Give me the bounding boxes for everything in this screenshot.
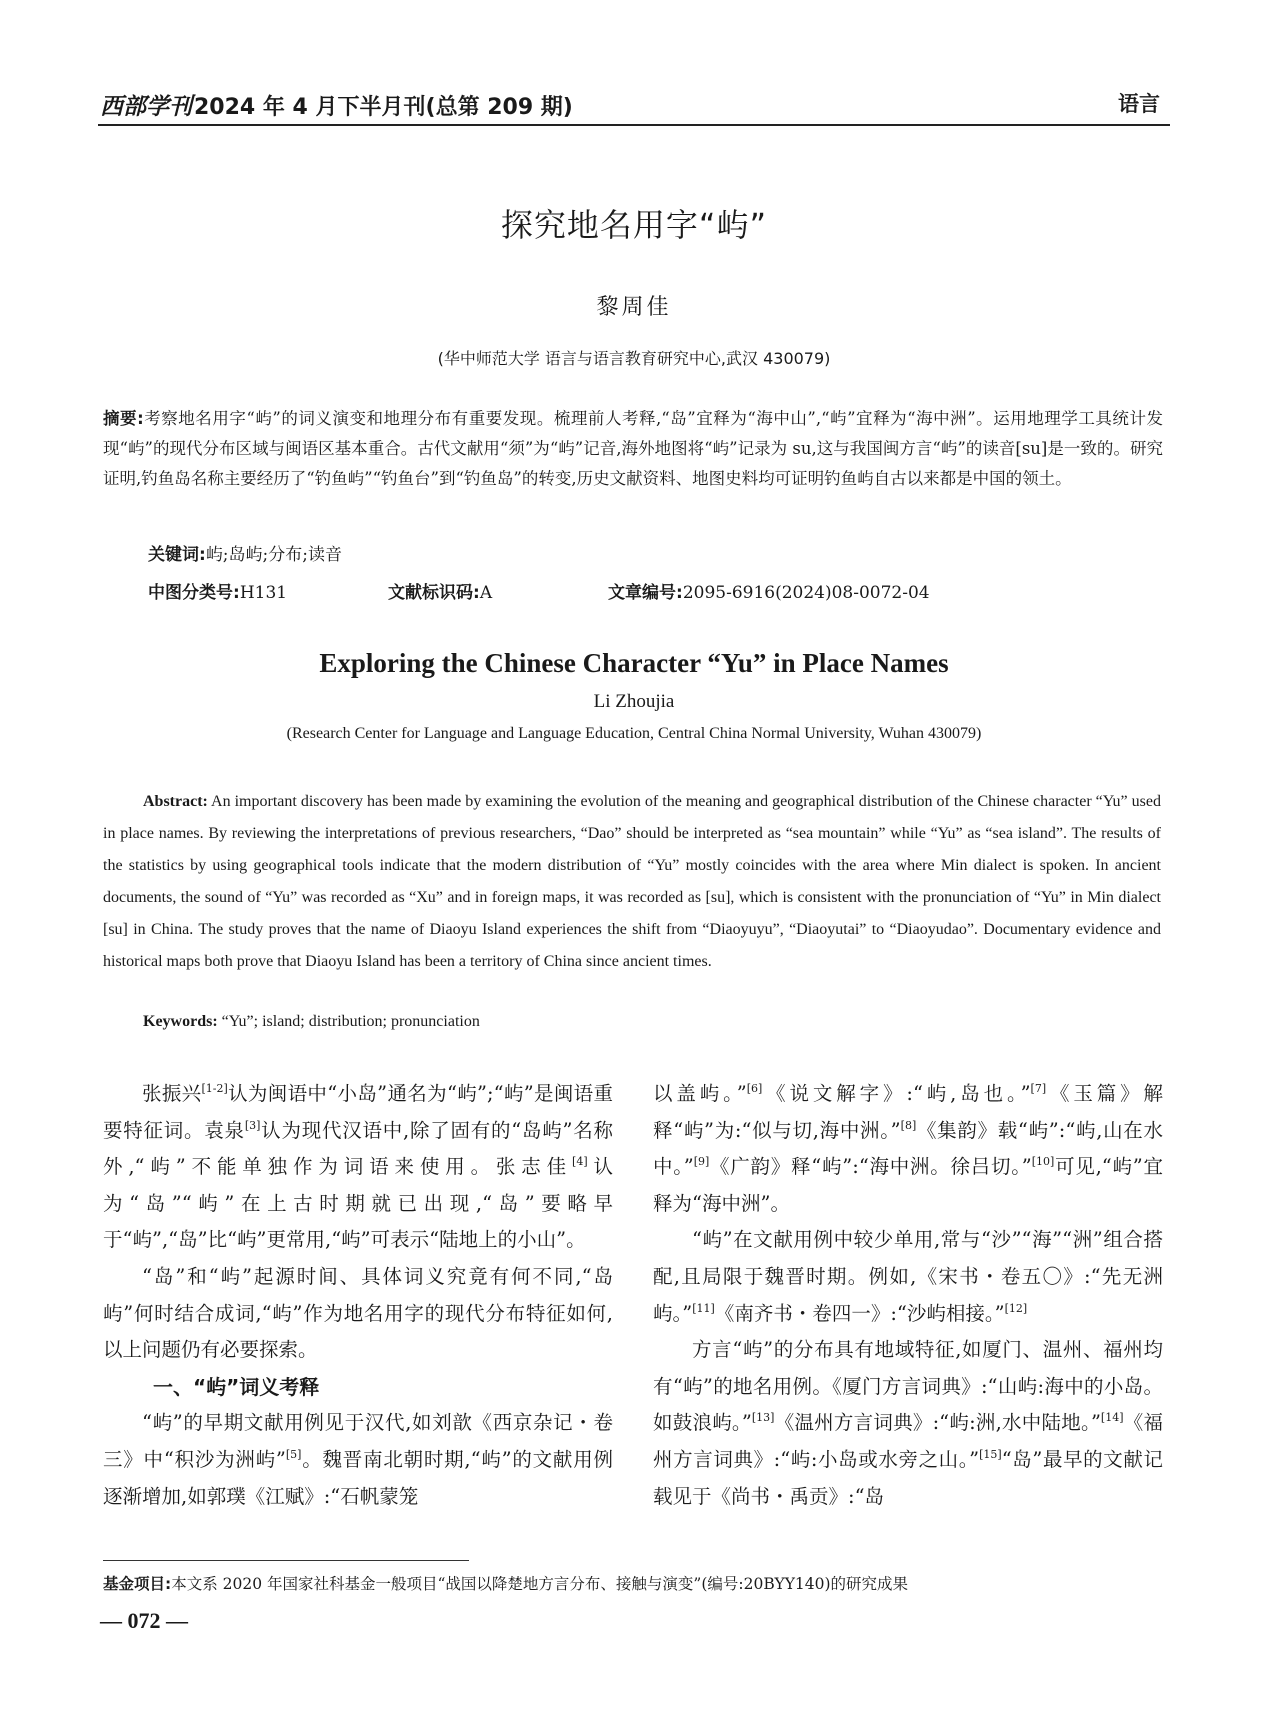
citation: [13] bbox=[751, 1411, 775, 1425]
funding-label: 基金项目: bbox=[103, 1575, 172, 1593]
body-paragraph bbox=[653, 1332, 1163, 1515]
keywords-en-label: Keywords: bbox=[143, 1013, 218, 1030]
citation: [5] bbox=[285, 1447, 302, 1461]
text-run: 《玉篇》解释“屿”为:“似与切,海中洲。” bbox=[653, 1082, 1163, 1142]
text-run: “岛”最早的文献记载见于《尚书・禹贡》:“岛 bbox=[653, 1447, 1163, 1508]
clc-number bbox=[148, 578, 388, 603]
citation: [1-2] bbox=[201, 1082, 228, 1095]
issue-info: 2024 年 4 月下半月刊(总第 209 期) bbox=[194, 95, 573, 120]
clc-label: 中图分类号: bbox=[148, 583, 240, 603]
citation: [3] bbox=[244, 1118, 261, 1132]
citation: [14] bbox=[1100, 1411, 1124, 1425]
running-header-section: 语言 bbox=[1118, 92, 1160, 116]
text-run: 《说文解字》:“屿,岛也。” bbox=[762, 1082, 1031, 1105]
abstract-en-text: An important discovery has been made by examining the evolution of the meaning and geographical distribution of the Chinese character “Yu” used in place names. By reviewing the interpretations of previous researchers, “Dao” should be interpreted as “sea mountain” while “Yu” as “sea island”. The results of the statistics by using geographical tools indicate that the modern distribution of “Yu” mostly coincides with the area where Min dialect is spoken. In ancient documents, the sound of “Yu” was recorded as “Xu” and in foreign maps, it was recorded as [su], which is consistent with the pronunciation of “Yu” in Min dialect [su] in China. The study proves that the name of Diaoyu Island experiences the shift from “Diaoyuyu”, “Diaoyutai” to “Diaoyudao”. Documentary evidence and historical maps both prove that Diaoyu Island has been a territory of China since ancient times. bbox=[103, 793, 1161, 970]
affiliation-en: (Research Center for Language and Language Education, Central China Normal University, Wuhan 430079) bbox=[286, 725, 982, 742]
paper-title-cn: 探究地名用字“屿” bbox=[500, 206, 768, 244]
text-run: 认为“岛”“屿”在上古时期就已出现,“岛”要略早于“屿”,“岛”比“屿”更常用,“屿”可表示“陆地上的小山”。 bbox=[103, 1155, 613, 1252]
abstract-en-label: Abstract: bbox=[143, 793, 208, 810]
keywords-cn bbox=[148, 540, 342, 565]
journal-logo: 西部学刊 bbox=[100, 93, 192, 120]
paper-title-en: Exploring the Chinese Character “Yu” in Place Names bbox=[319, 648, 949, 678]
text-run: 。魏晋南北朝时期,“屿”的文献用例逐渐增加,如郭璞《江赋》:“石帆蒙笼 bbox=[103, 1447, 613, 1508]
citation: [15] bbox=[979, 1447, 1002, 1461]
doc-label: 文献标识码: bbox=[388, 583, 480, 603]
body-paragraph bbox=[653, 1222, 1163, 1332]
citation: [4] bbox=[572, 1155, 588, 1169]
text-run: 《福州方言词典》:“屿:小岛或水旁之山。” bbox=[653, 1411, 1163, 1471]
text-run: “屿”的早期文献用例见于汉代,如刘歆《西京杂记・卷三》中“积沙为洲屿” bbox=[103, 1411, 613, 1471]
text-run: 方言“屿”的分布具有地域特征,如厦门、温州、福州均有“屿”的地名用例。《厦门方言词典》:“山屿:海中的小岛。如鼓浪屿。” bbox=[653, 1338, 1163, 1435]
text-run: 张振兴 bbox=[142, 1082, 202, 1105]
author-en: Li Zhoujia bbox=[593, 691, 675, 712]
author-cn: 黎周佳 bbox=[596, 295, 672, 320]
text-run: 《集韵》载“屿”:“屿,山在水中。” bbox=[653, 1118, 1163, 1179]
document-code bbox=[388, 578, 608, 603]
funding-text: 本文系 2020 年国家社科基金一般项目“战国以降楚地方言分布、接触与演变”(编号:20BYY140)的研究成果 bbox=[171, 1575, 909, 1593]
art-value: 2095-6916(2024)08-0072-04 bbox=[682, 583, 930, 603]
classification-row bbox=[148, 578, 1108, 603]
text-run: 《南齐书・卷四一》:“沙屿相接。” bbox=[714, 1301, 1005, 1325]
body-paragraph bbox=[103, 1405, 613, 1515]
body-paragraph bbox=[653, 1076, 1163, 1222]
art-label: 文章编号: bbox=[608, 583, 683, 603]
text-run: 《温州方言词典》:“屿:洲,水中陆地。” bbox=[774, 1411, 1101, 1435]
funding-footnote bbox=[103, 1572, 908, 1594]
citation: [11] bbox=[692, 1301, 715, 1315]
page-number: — 072 — bbox=[100, 1608, 188, 1633]
citation: [6] bbox=[746, 1082, 763, 1095]
keywords-cn-label: 关键词: bbox=[148, 545, 206, 565]
text-run: “屿”在文献用例中较少单用,常与“沙”“海”“洲”组合搭配,且局限于魏晋时期。例如,《宋书・卷五〇》:“先无洲屿。” bbox=[653, 1228, 1163, 1325]
keywords-en bbox=[143, 1013, 480, 1031]
text-run: 可见,“屿”宜释为“海中洲”。 bbox=[653, 1155, 1163, 1215]
abstract-cn-label: 摘要: bbox=[103, 409, 144, 428]
abstract-cn bbox=[103, 404, 1163, 494]
keywords-en-text: “Yu”; island; distribution; pronunciation bbox=[217, 1013, 480, 1030]
text-run: 《广韵》释“屿”:“海中洲。徐吕切。” bbox=[709, 1155, 1032, 1179]
doc-value: A bbox=[479, 583, 493, 603]
body-column-left bbox=[103, 1076, 613, 1515]
clc-value: H131 bbox=[239, 583, 288, 603]
keywords-cn-text: 屿;岛屿;分布;读音 bbox=[205, 545, 342, 565]
header-rule bbox=[98, 124, 1170, 126]
citation: [12] bbox=[1004, 1301, 1028, 1315]
body-paragraph: “岛”和“屿”起源时间、具体词义究竟有何不同,“岛屿”何时结合成词,“屿”作为地名用字的现代分布特征如何,以上问题仍有必要探索。 bbox=[103, 1264, 613, 1362]
text-run: 认为现代汉语中,除了固有的“岛屿”名称外,“屿”不能单独作为词语来使用。张志佳 bbox=[103, 1118, 613, 1179]
citation: [8] bbox=[900, 1118, 917, 1132]
citation: [9] bbox=[693, 1155, 710, 1169]
abstract-en bbox=[103, 786, 1161, 978]
body-column-right bbox=[653, 1076, 1163, 1515]
affiliation-cn: (华中师范大学 语言与语言教育研究中心,武汉 430079) bbox=[437, 349, 831, 368]
citation: [7] bbox=[1030, 1082, 1047, 1095]
running-header-journal bbox=[100, 88, 573, 121]
text-run: 以盖屿。” bbox=[653, 1082, 747, 1105]
body-paragraph bbox=[103, 1076, 613, 1259]
text-run: 认为闽语中“小岛”通名为“屿”;“屿”是闽语重要特征词。袁泉 bbox=[103, 1082, 613, 1142]
abstract-cn-text: 考察地名用字“屿”的词义演变和地理分布有重要发现。梳理前人考释,“岛”宜释为“海中山”,“屿”宜释为“海中洲”。运用地理学工具统计发现“屿”的现代分布区域与闽语区基本重合。古代文献用“须”为“屿”记音,海外地图将“屿”记录为 su,这与我国闽方言“屿”的读音[su]是一致的。研究证明,钓鱼岛名称主要经历了“钓鱼屿”“钓鱼台”到“钓鱼岛”的转变,历史文献资料、地图史料均可证明钓鱼屿自古以来都是中国的领土。 bbox=[103, 409, 1163, 488]
section-heading: 一、“屿”词义考释 bbox=[153, 1374, 320, 1399]
footnote-rule bbox=[103, 1560, 469, 1561]
citation: [10] bbox=[1031, 1155, 1055, 1169]
article-number bbox=[608, 578, 930, 603]
